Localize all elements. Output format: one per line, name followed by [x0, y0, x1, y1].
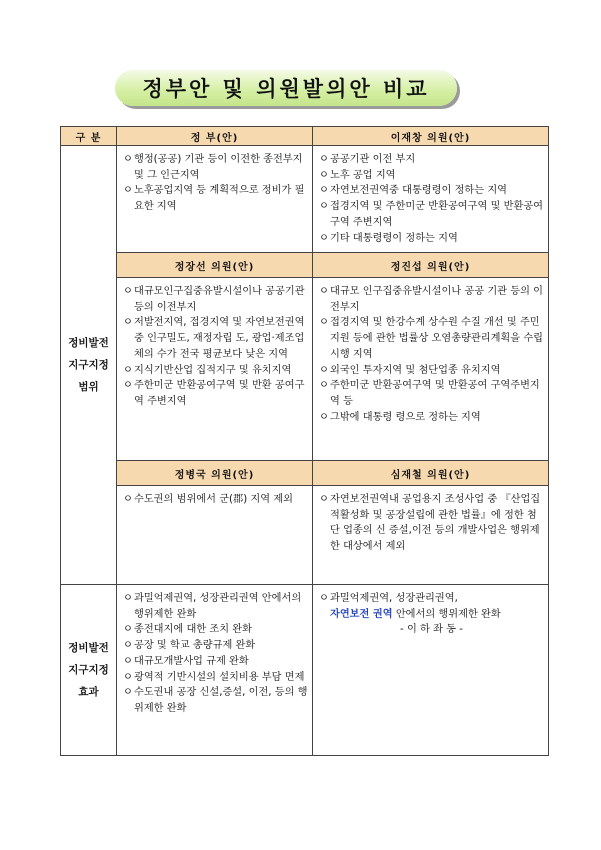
bullet-icon: ㅇ: [123, 671, 133, 683]
table-header-row: [61, 127, 549, 146]
list-item: ㅇ 접경지역 및 주한미군 반환공여구역 및 반환공여구역 주변지역: [319, 201, 544, 228]
subheader-jin: 정진섭 의원(안): [313, 253, 549, 278]
bullet-icon: ㅇ: [319, 201, 329, 213]
row-label-range: 정비발전 지구지정 범위: [61, 146, 117, 585]
bullet-icon: ㅇ: [123, 185, 133, 197]
list-item: ㅇ 자연보전권역중 대통령령이 정하는 지역: [319, 183, 544, 199]
list-item: ㅇ 기타 대통령령이 정하는 지역: [319, 231, 544, 247]
gov-range-cell: [117, 146, 313, 253]
table-row: [61, 278, 549, 461]
list-item: ㅇ 대규모개발사업 규제 완화: [123, 654, 308, 670]
sim-range-cell: [313, 486, 549, 585]
subheader-jang: 정장선 의원(안): [117, 253, 313, 278]
subheader-byung: 정병국 의원(안): [117, 461, 313, 486]
list-item: ㅇ 자연보전권역내 공업용지 조성사업 중 『산업집적활성화 및 공장설립에 관한 법률』에 정한 첨단 업종의 신 증설,이전 등의 개발사업은 행위제한 대상에서 제외: [319, 494, 541, 553]
bullet-icon: ㅇ: [123, 286, 133, 297]
list-item: ㅇ 노후 공업 지역: [319, 168, 544, 184]
list-item: ㅇ 수도권의 범위에서 군(郡) 지역 제외: [123, 492, 308, 508]
list-item: ㅇ 과밀억제권역, 성장관리권역, 자연보전 권역 안에서의 행위제한 완화: [319, 593, 501, 620]
bullet-icon: ㅇ: [123, 593, 133, 604]
list-item: ㅇ 대규모인구집중유발시설이나 공공기관 등의 이전부지: [123, 286, 305, 313]
bullet-icon: ㅇ: [123, 317, 133, 329]
lee-range-cell: [313, 146, 549, 253]
subheader-sim: 심재철 의원(안): [313, 461, 549, 486]
list-item: ㅇ 행정(공공) 기관 등이 이전한 종전부지 및 그 인근지역: [123, 154, 303, 181]
bullet-icon: ㅇ: [123, 364, 133, 376]
comparison-table: [60, 126, 549, 756]
header-government: 정 부(안): [117, 127, 313, 146]
list-item: ㅇ 대규모 인구집중유발시설이나 공공 기관 등의 이전부지: [319, 286, 544, 313]
bullet-icon: ㅇ: [319, 593, 329, 604]
bullet-icon: ㅇ: [319, 232, 329, 244]
table-subheader-row: [61, 461, 549, 486]
row-label-effect: 정비발전 지구지정 효과: [61, 585, 117, 756]
list-item: ㅇ 공장 및 학교 총량규제 완화: [123, 638, 308, 654]
bullet-icon: ㅇ: [319, 286, 329, 297]
table-row: [61, 146, 549, 253]
bullet-icon: ㅇ: [123, 640, 133, 652]
list-item: ㅇ 주한미군 반환공여구역 및 반환공여 구역주변지역 등: [319, 380, 540, 407]
list-item: ㅇ 외국인 투자지역 및 첨단업종 유치지역: [319, 363, 544, 379]
byung-range-cell: [117, 486, 313, 585]
bullet-icon: ㅇ: [123, 380, 133, 392]
list-item: ㅇ 과밀억제권역, 성장관리권역 안에서의 행위제한 완화: [123, 593, 302, 620]
list-item: ㅇ 노후공업지역 등 계획적으로 정비가 필요한 지역: [123, 185, 305, 213]
bullet-icon: ㅇ: [123, 494, 133, 505]
lee-effect-cell: [313, 585, 549, 756]
bullet-icon: ㅇ: [123, 687, 133, 699]
table-row: [61, 585, 549, 756]
bullet-icon: ㅇ: [123, 655, 133, 667]
bullet-icon: ㅇ: [123, 154, 133, 165]
bullet-icon: ㅇ: [319, 364, 329, 376]
table-subheader-row: [61, 253, 549, 278]
list-item: ㅇ 그밖에 대통령 령으로 정하는 지역: [319, 410, 544, 426]
highlight-text: 자연보전 권역: [330, 608, 393, 620]
list-item: ㅇ 수도권내 공장 신설,증설, 이전, 등의 행위제한 완화: [123, 687, 308, 714]
list-item: ㅇ 주한미군 반환공여구역 및 반환 공여구역 주변지역: [123, 380, 305, 407]
jin-range-cell: [313, 278, 549, 461]
bullet-icon: ㅇ: [319, 494, 329, 505]
header-category: 구 분: [61, 127, 117, 146]
list-item: ㅇ 지식기반산업 집적지구 및 유치지역: [123, 363, 308, 379]
header-lee: 이재창 의원(안): [313, 127, 549, 146]
list-item: ㅇ 접경지역 및 한강수계 상수원 수질 개선 및 주민지원 등에 관한 법률상 오염총량관리계획을 수립 시행 지역: [319, 317, 544, 360]
bullet-icon: ㅇ: [319, 169, 329, 181]
title-banner: [115, 70, 457, 106]
same-as-left-note: - 이 하 좌 동 -: [400, 624, 463, 636]
bullet-icon: ㅇ: [123, 624, 133, 636]
jang-range-cell: [117, 278, 313, 461]
page-title: 정부안 및 의원발의안 비교: [142, 77, 430, 101]
bullet-icon: ㅇ: [319, 185, 329, 197]
list-item: ㅇ 광역적 기반시설의 설치비용 부담 면제: [123, 670, 308, 686]
list-item: ㅇ 종전대지에 대한 조치 완화: [123, 622, 308, 638]
gov-effect-cell: [117, 585, 313, 756]
bullet-icon: ㅇ: [319, 411, 329, 423]
bullet-icon: ㅇ: [319, 154, 329, 165]
table-row: [61, 486, 549, 585]
bullet-icon: ㅇ: [319, 317, 329, 329]
list-item: ㅇ 저발전지역, 접경지역 및 자연보전권역중 인구밀도, 재정자립 도, 광업·제조업체의 수가 전국 평균보다 낮은 지역: [123, 317, 305, 360]
bullet-icon: ㅇ: [319, 380, 329, 392]
list-item: ㅇ 공공기관 이전 부지: [319, 152, 544, 168]
